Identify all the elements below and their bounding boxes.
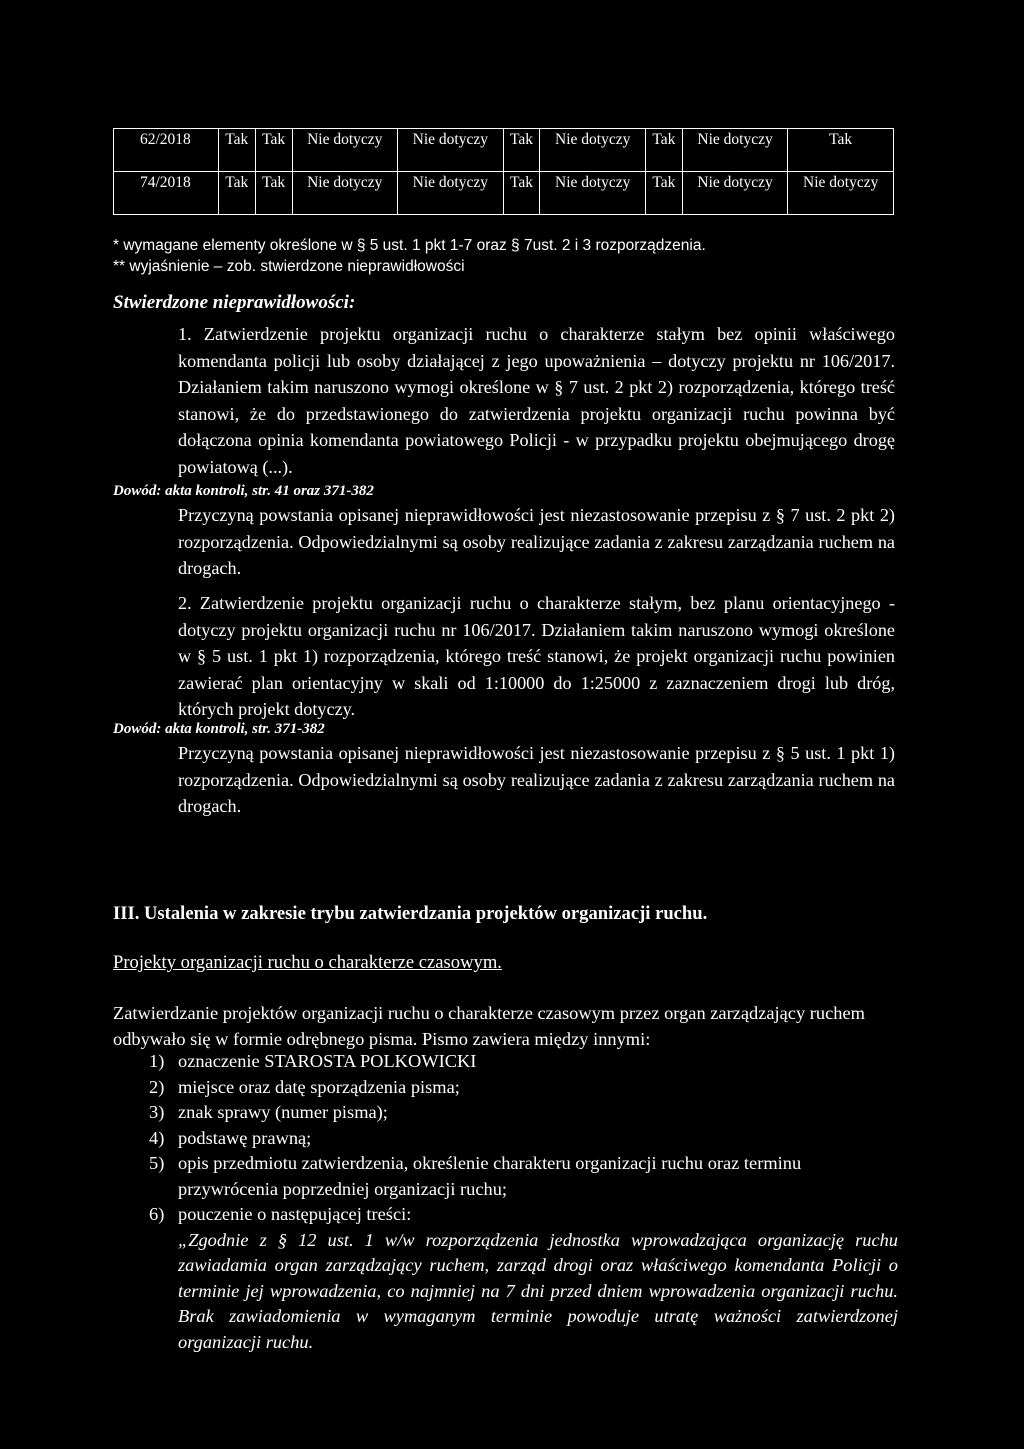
table-cell: Tak	[255, 129, 292, 172]
table-row	[114, 172, 894, 215]
table-cell: Tak	[255, 172, 292, 215]
list-marker: 5)	[149, 1153, 165, 1173]
footnotes	[113, 235, 706, 277]
list-text: opis przedmiotu zatwierdzenia, określenie charakteru organizacji ruchu oraz terminu przywrócenia poprzedniej organizacji ruchu;	[178, 1153, 802, 1199]
list-item	[113, 1075, 898, 1101]
list-text	[178, 1202, 898, 1355]
list-text: podstawę prawną;	[178, 1127, 312, 1148]
list-text: znak sprawy (numer pisma);	[178, 1102, 388, 1122]
list-marker: 1)	[149, 1051, 165, 1071]
issue-2	[113, 718, 895, 820]
table-cell: Tak	[788, 129, 894, 172]
issue-1	[113, 321, 895, 582]
footnote-required-elements: * wymagane elementy określone w § 5 ust. 1 pkt 1-7 oraz § 7ust. 2 i 3 rozporządzenia.	[113, 237, 706, 254]
table-cell: Nie dotyczy	[398, 129, 504, 172]
list-marker: 6)	[149, 1204, 165, 1224]
list-item	[113, 1049, 898, 1075]
table-cell: Tak	[218, 129, 255, 172]
table-cell: Nie dotyczy	[398, 172, 504, 215]
table-cell: Nie dotyczy	[682, 172, 788, 215]
list-item	[113, 1100, 898, 1126]
table-cell: 62/2018	[114, 129, 219, 172]
compliance-table	[113, 128, 894, 215]
list-item	[113, 1202, 898, 1355]
list-text: oznaczenie STAROSTA POLKOWICKI	[178, 1051, 477, 1071]
issue-1-cause: Przyczyną powstania opisanej nieprawidłowości jest niezastosowanie przepisu z § 7 ust. 2 pkt 2) rozporządzenia. Odpowiedzialnymi są osoby realizujące zadania z zakresu zarządzania ruchem na drogach.	[178, 505, 895, 578]
section-3-intro: Zatwierdzanie projektów organizacji ruchu o charakterze czasowym przez organ zarządzający ruchem odbywało się w formie odrębnego pisma. Pismo zawiera między innymi:	[113, 1003, 865, 1049]
issue-2-text: 2. Zatwierdzenie projektu organizacji ruchu o charakterze stałym, bez planu orientacyjnego - dotyczy projektu organizacji ruchu nr 106/2017. Działaniem takim naruszono wymogi określone w § 5 ust. 1 pkt 1) rozporządzenia, którego treść stanowi, że projekt organizacji ruchu powinien zawierać plan orientacyjny w skali od 1:10000 do 1:25000 z zaznaczeniem drogi lub dróg, których projekt dotyczy.	[178, 593, 895, 719]
list-item	[113, 1151, 898, 1202]
table-cell: Nie dotyczy	[292, 172, 398, 215]
issue-1-text: 1. Zatwierdzenie projektu organizacji ruchu o charakterze stałym bez opinii właściwego komendanta policji lub osoby działającej z jego upoważnienia – dotyczy projektu nr 106/2017. Działaniem takim naruszono wymogi określone w § 7 ust. 2 pkt 2) rozporządzenia, którego treść stanowi, że do przedstawionego do zatwierdzenia projektu organizacji ruchu powinna być dołączona opinia komendanta powiatowego Policji - w przypadku projektu obejmującego drogę powiatową (...).	[178, 324, 895, 477]
issue-2-evidence: Dowód: akta kontroli, str. 371-382	[113, 721, 325, 737]
section-3-subheading: Projekty organizacji ruchu o charakterze czasowym.	[113, 952, 502, 973]
table-cell: Tak	[646, 172, 683, 215]
list-marker: 4)	[149, 1127, 165, 1148]
issue-2-cause: Przyczyną powstania opisanej nieprawidłowości jest niezastosowanie przepisu z § 5 ust. 1 pkt 1) rozporządzenia. Odpowiedzialnymi są osoby realizujące zadania z zakresu zarządzania ruchem na drogach.	[178, 743, 895, 816]
table-cell: Nie dotyczy	[682, 129, 788, 172]
list-text-label: pouczenie o następującej treści:	[178, 1204, 412, 1224]
list-text: miejsce oraz datę sporządzenia pisma;	[178, 1076, 460, 1097]
list-marker: 3)	[149, 1102, 165, 1122]
issues-heading: Stwierdzone nieprawidłowości:	[113, 292, 356, 313]
table-cell: Nie dotyczy	[540, 172, 646, 215]
requirements-list	[113, 1049, 898, 1355]
section-3-heading: III. Ustalenia w zakresie trybu zatwierdzania projektów organizacji ruchu.	[113, 903, 708, 924]
table-cell: Nie dotyczy	[788, 172, 894, 215]
list-marker: 2)	[149, 1076, 165, 1097]
table-cell: Tak	[218, 172, 255, 215]
table-cell: Nie dotyczy	[292, 129, 398, 172]
notice-quote: „Zgodnie z § 12 ust. 1 w/w rozporządzenia jednostka wprowadzająca organizację ruchu zawiadamia organ zarządzający ruchem, zarząd drogi oraz właściwego komendanta Policji o terminie jej wprowadzenia, co najmniej na 7 dni przed dniem wprowadzenia organizacji ruchu. Brak zawiadomienia w wymaganym terminie powoduje utratę ważności zatwierdzonej organizacji ruchu.	[178, 1229, 898, 1352]
table-cell: Tak	[646, 129, 683, 172]
footnote-explanation: ** wyjaśnienie – zob. stwierdzone nieprawidłowości	[113, 258, 465, 275]
table-cell: Tak	[503, 129, 540, 172]
issue-1-evidence: Dowód: akta kontroli, str. 41 oraz 371-382	[113, 483, 374, 499]
table-row	[114, 129, 894, 172]
table-cell: Tak	[503, 172, 540, 215]
list-item	[113, 1126, 898, 1152]
table-cell: Nie dotyczy	[540, 129, 646, 172]
table-cell: 74/2018	[114, 172, 219, 215]
